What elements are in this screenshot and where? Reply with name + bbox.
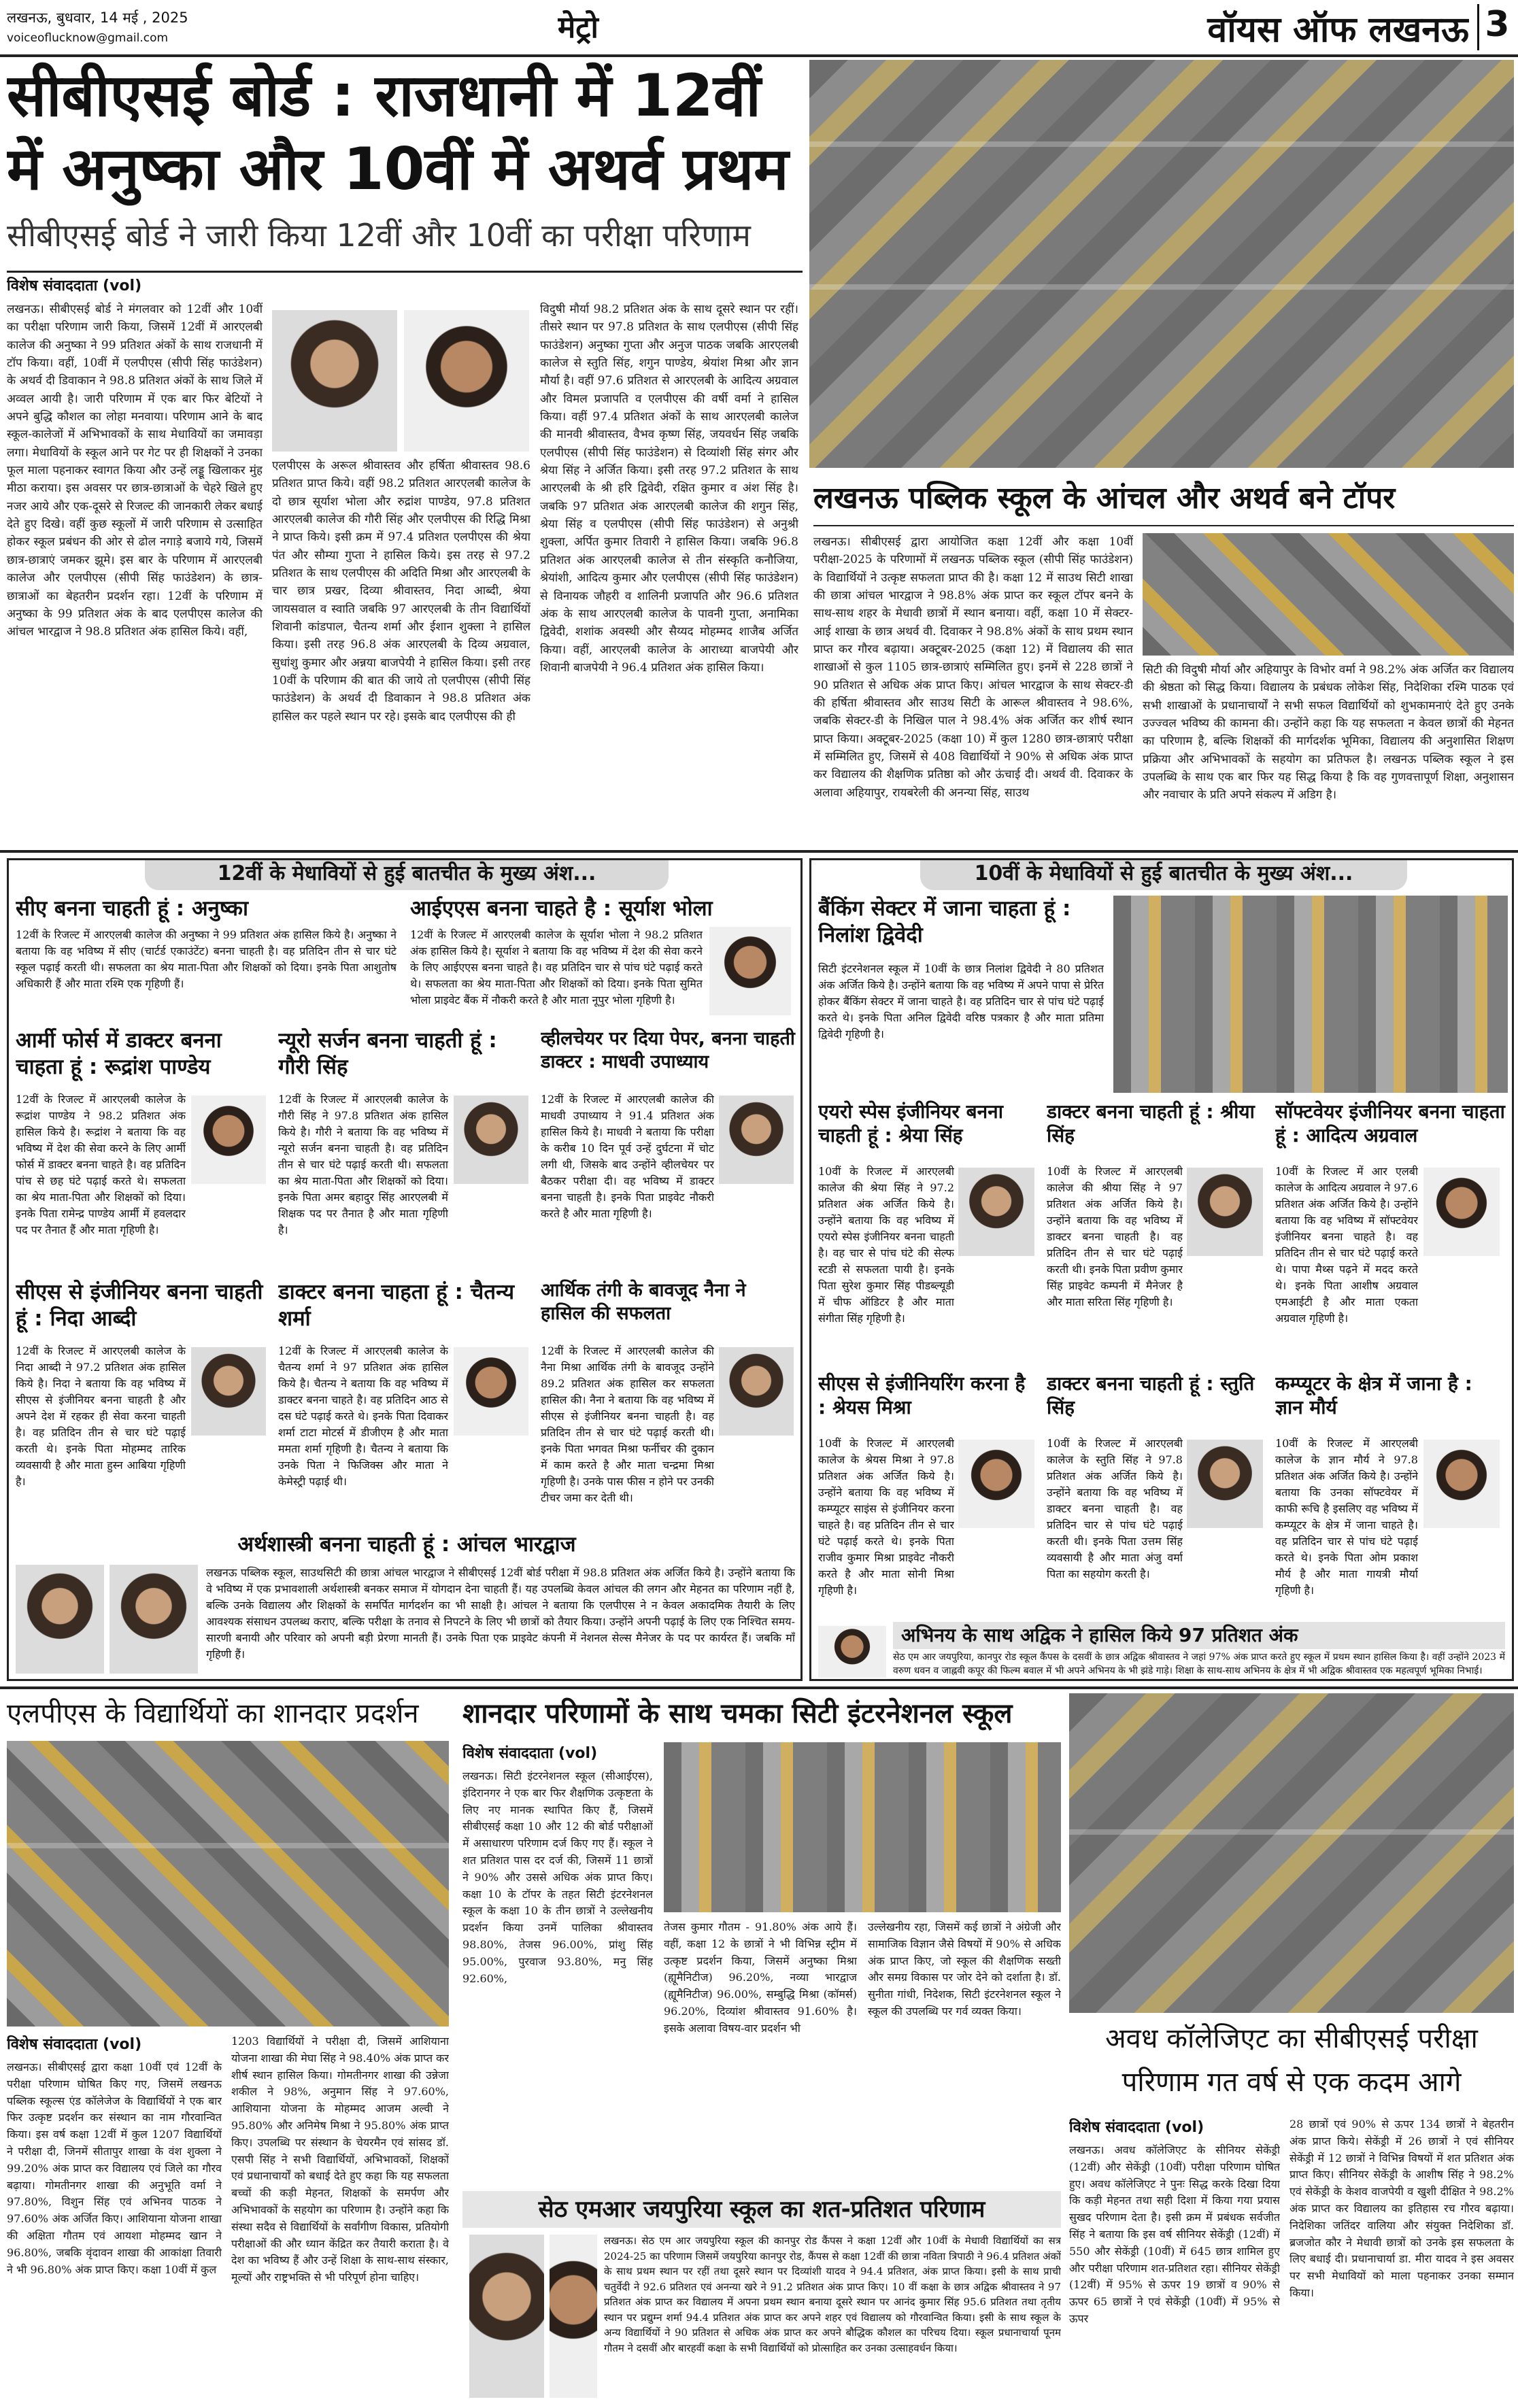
shreya-head: एयरो स्पेस इंजीनियर बनना चाहती हूं : श्रेया सिंह — [818, 1100, 1003, 1147]
nilansh-head: बैंकिंग सेक्टर में जाना चाहता हूं : निलांश द्विवेदी — [818, 896, 1071, 947]
nilansh-group-photo — [1113, 896, 1508, 1093]
cis-col3: उल्लेखनीय रहा, जिसमें कई छात्रों ने अंग्रेजी और सामाजिक विज्ञान जैसे विषयों में 90% से अधिक अंक प्राप्त किए, जो स्कूल की शैक्षणिक सख्ती और समग्र विकास पर जोर देने को दर्शाता है। डॉ. सुनीता गांधी, निदेशक, सिटी इंटरनेशनल स्कूल ने स्कूल की उपलब्धि पर गर्व व्यक्त किया। — [868, 1920, 1061, 2018]
naina-photo — [719, 1347, 794, 1436]
abhinay-head: अभिनय के साथ अद्विक ने हासिल किये 97 प्रतिशत अंक — [893, 1622, 1505, 1649]
jaipuria-headline: सेठ एमआर जयपुरिया स्कूल का शत-प्रतिशत परिणाम — [462, 2191, 1061, 2228]
abhinay-text: सेठ एम आर जयपुरिया, कानपुर रोड स्कूल कैंपस के दसवीं के छात्र अद्विक श्रीवास्तव ने जहां 97% अंक प्राप्त करते हुए स्कूल में प्रथम स्थान हासिल किया है। वहीं उन्होंने 2023 में वरुण धवन व जाह्नवी कपूर की फिल्म बवाल में भी अपने अभिनय के भी झंडे गाड़े। शिक्षा के साथ-साथ अभिनय के क्षेत्र में भी अद्विक श्रीवास्तव एक महत्वपूर्ण भूमिका निभाई। — [893, 1652, 1505, 1677]
lead-col3: विदुषी मौर्या 98.2 प्रतिशत अंक के साथ दूसरे स्थान पर रहीं। तीसरे स्थान पर 97.8 प्रतिशत के साथ एलपीएस (सीपी सिंह फाउंडेशन) अनुष्का गुप्ता और अनुज पाठक जबकि आरएलबी कालेज से स्तुति सिंह, शगुन पाण्डेय, श्रेयांश मिश्रा और ज्ञान मौर्या है। वहीं 97.6 प्रतिशत से आरएलबी के आदित्य अग्रवाल और विमल प्रजापति व एलपीएस की वर्षी वर्मा ने हासिल किया। वहीं 97.4 प्रतिशत अंकों के साथ आरएलबी कालेज की मानवी श्रीवास्तव, वैभव कृष्ण सिंह, जयवर्धन सिंह जबकि एलपीएस (सीपी सिंह फाउंडेशन) से दिव्यांशी सिंह संगर और श्रेया सिंह ने अर्जित किया। इसी तरह 97.2 प्रतिशत के साथ आरएलबी के श्री हरि द्विवेदी, रक्षित कुमार व अंश सिंह है। जबकि 97 प्रतिशत अंक आरएलबी कालेज की शगुन सिंह, श्रेया सिंह व एलपीएस (सीपी सिंह फाउंडेशन) से अनुश्री शुक्ला, अर्पित कुमार तिवारी ने हासिल किया। जबकि 96.8 प्रतिशत अंक आरएलबी कालेज से तीन संस्कृति कनौजिया, श्रेयांशी, आदित्य कुमार और एलपीएस (सीपी सिंह फाउंडेशन) से विनायक जौहरी व शालिनी प्रजापति और 96.6 प्रतिशत अंक के साथ आरएलबी कालेज के पावनी गुप्ता, अनामिका द्विवेदी, शशांक अवस्थी और सैय्यद मोहम्मद शाजैब अर्जित किया। वहीं, आरएलबी कालेज के आराध्या बाजपेयी और शिवानी बाजपेयी ने 96.4 प्रतिशत अंक हासिल किया। — [540, 303, 798, 675]
gyan-text: 10वीं के रिजल्ट में आरएलबी कालेज के ज्ञान मौर्य ने 97.8 प्रतिशत अंक अर्जित किये है। उन्होंने बताया कि उनका सॉफ्टवेयर में काफी रूचि है इसलिए वह भविष्य में कम्प्यूटर के क्षेत्र में जाना चाहते है। वह प्रतिदिन चार से पांच घंटे पढ़ाई करते थे। इनके पिता ओम प्रकाश मौर्य है और माता गायत्री मौर्या गृहिणी है। — [1275, 1437, 1418, 1597]
gauri-text: 12वीं के रिजल्ट में आरएलबी कालेज के गौरी सिंह ने 97.8 प्रतिशत अंक हासिल किये है। गौरी ने बताया कि वह भविष्य में न्यूरो सर्जन बनना चाहती है। वह प्रतिदिन तीन से चार घंटे पढ़ाई करती थी। सफलता का श्रेय माता-पिता और शिक्षकों को दिया। इनके पिता अमर बहादुर सिंह आरएलबी में शिक्षक पद पर तैनात है और माता गृहिणी है। — [278, 1093, 448, 1236]
lead-byline: विशेष संवाददाता (vol) — [7, 277, 142, 294]
lps-toppers-photo — [1143, 533, 1514, 656]
bottom-rule — [0, 1686, 1518, 1689]
aditya-head: सॉफ्टवेयर इंजीनियर बनना चाहता हूं : आदित्य अग्रवाल — [1275, 1100, 1505, 1147]
cis-headline: शानदार परिणामों के साथ चमका सिटी इंटरनेशनल स्कूल — [462, 1698, 1013, 1729]
stuti-text: 10वीं के रिजल्ट में आरएलबी कालेज के स्तुति सिंह ने 97.8 प्रतिशत अंक अर्जित किये है। उन्होंने बताया कि वह भविष्य में डाक्टर बनना चाहती है। वह प्रतिदिन चार से पांच घंटे पढ़ाई करती थी। इनके पिता उत्तम सिंह व्यवसायी है और माता अंजु वर्मा पिता का सहयोग करती है। — [1047, 1437, 1183, 1580]
lps-celebration-photo — [809, 60, 1514, 468]
chaitanya-text: 12वीं के रिजल्ट में आरएलबी कालेज के चैतन्य शर्मा ने 97 प्रतिशत अंक हासिल किये है। चैतन्य ने बताया कि वह भविष्य में डाक्टर बनना चाहते है। वह प्रतिदिन आठ से दस घंटे पढ़ाई करते थे। इनके पिता दिवाकर शर्मा टाटा मोटर्स में डीजीएम है और माता ममता शर्मा गृहिणी है। चैतन्य ने बताया कि उनके पिता ने फिजिक्स और माता ने केमेस्ट्री पढ़ाई थी। — [278, 1344, 448, 1488]
box-10th — [809, 858, 1514, 1681]
lead-headline-line2: में अनुष्का और 10वीं में अथर्व प्रथम — [7, 135, 789, 203]
madhavi-text: 12वीं के रिजल्ट में आरएलबी कालेज की माधवी उपाध्याय ने 91.4 प्रतिशत अंक हासिल किये है। माधवी ने बताया कि परीक्षा के करीब 10 दिन पूर्व उन्हें दुर्घटना में चोट लगी थी, जिसके बाद उन्होंने व्हीलचेयर पर बैठकर परीक्षा दी। वह भविष्य में डाक्टर बनना चाहती है। इनके पिता प्राइवेट नौकरी करते है और माता गृहिणी है। — [541, 1093, 714, 1220]
awadh-col1: लखनऊ। अवध कॉलेजिएट के सीनियर सेकेंड्री (12वीं) और सेकेंड्री (10वीं) परीक्षा परिणाम घोषित हुए। अवध कॉलेजिएट ने पुनः सिद्ध करके दिखा दिया कि कड़ी मेहनत तथा सही दिशा में किया गया प्रयास सुखद परिणाम देता है। इसी क्रम में प्रबंधक सर्वजीत सिंह ने बताया कि इस वर्ष सीनियर सेकेंड्री (12वीं) में 550 और सेकेंड्री (10वीं) में 645 छात्र शामिल हुए और परीक्षा परिणाम शत-प्रतिशत रहा। सीनियर सेकेंड्री (12वीं) में 95% से ऊपर 19 छात्रों व 90% से ऊपर 65 छात्रों ने एवं सेकेंड्री (10वीं) में 95% से ऊपर — [1069, 2143, 1280, 2325]
shreyas-head: सीएस से इंजीनियरिंग करना है : श्रेयस मिश्रा — [818, 1372, 1026, 1419]
anushka-text: 12वीं के रिजल्ट में आरएलबी कालेज की अनुष्का ने 99 प्रतिशत अंक हासिल किये है। अनुष्का ने बताया कि वह भविष्य में सीए (चार्टर्ड एकाउंटेंट) बनना चाहती है। वह प्रतिदिन तीन से चार घंटे स्कूल पढ़ाई करती थी। सफलता का श्रेय माता-पिता और शिक्षकों को दिया। इनके पिता आशुतोष अधिकारी हैं और माता रश्मि एक गृहिणी हैं। — [16, 928, 397, 990]
lead-headline — [7, 60, 803, 209]
section-label: मेट्रो — [558, 10, 598, 45]
chaitanya-head: डाक्टर बनना चाहता हूं : चैतन्य शर्मा — [278, 1280, 515, 1331]
awadh-headline — [1069, 2017, 1514, 2112]
lead-col2: एलपीएस के अरूल श्रीवास्तव और हर्षिता श्रीवास्तव 98.6 प्रतिशत प्राप्त किये। वहीं 98.2 प्रतिशत आरएलबी कालेज के दो छात्र सूर्याश भोला और रुद्रांश पाण्डेय, 97.8 प्रतिशत आरएलबी कालेज की गौरी सिंह और एलपीएस की रिद्धि मिश्रा ने प्राप्त किये। इसी क्रम में 97.4 प्रतिशत एलपीएस की श्रेया पंत और सौम्या गुप्ता ने हासिल किये। इस तरह से 97.2 प्रतिशत के साथ एलपीएस की अदिति मिश्रा और आरएलबी के चार छात्र प्रखर, दिव्या श्रीवास्तव, निदा आब्दी, श्रेया जायसवाल व स्वाति जबकि 97 आरएलबी के तीन विद्यार्थियों शिवानी कांडपाल, चैतन्य शर्मा और ईशान शुक्ला ने हासिल किया। इसी तरह 96.8 अंक आरएलबी के दिव्य अग्रवाल, सुधांशु कुमार और अन्नया बाजपेयी ने हासिल किया। इसी तरह 10वीं के परिणाम की बात की जाये तो एलपीएस (सीपी सिंह फाउंडेशन) के अथर्व दी डिवाकान ने 98.8 प्रतिशत अंक हासिल कर पहले स्थान पर रहे। इसके बाद एलपीएस की ही — [272, 459, 530, 724]
suryansh-head: आईएएस बनना चाहते है : सूर्याश भोला — [410, 896, 713, 921]
lps-story-rule — [813, 525, 1514, 526]
stuti-head: डाक्टर बनना चाहती हूं : स्तुति सिंह — [1047, 1372, 1255, 1419]
suryansh-photo — [709, 927, 791, 1015]
shriya-head: डाक्टर बनना चाहती हूं : श्रीया सिंह — [1047, 1100, 1255, 1147]
page-number: 3 — [1477, 4, 1515, 50]
lps-perf-byline: विशेष संवाददाता (vol) — [7, 2036, 142, 2053]
cis-toppers-photo — [664, 1742, 1061, 1912]
cis-byline: विशेष संवाददाता (vol) — [462, 1745, 598, 1762]
chaitanya-photo — [454, 1347, 528, 1436]
lead-sub-rule — [7, 271, 803, 273]
achal-head: अर्थशास्त्री बनना चाहती हूं : आंचल भारद्वाज — [237, 1532, 576, 1557]
lps-story-col2: सिटी की विदुषी मौर्या और अहियापुर के विभोर वर्मा ने 98.2% अंक अर्जित कर विद्यालय की श्रेष्ठता को सिद्ध किया। विद्यालय के प्रबंधक लोकेश सिंह, निदेशिका रश्मि पाठक एवं सभी शाखाओं के प्रधानाचार्यों ने सभी सफल विद्यार्थियों को शुभकामनाएं देते हुए उनके उज्ज्वल भविष्य की कामना की। उन्होंने कहा कि यह सफलता न केवल छात्रों की मेहनत का परिणाम है, बल्कि शिक्षकों की मार्गदर्शक भूमिका, विद्यालय की अनुशासित शिक्षण प्रक्रिया और अभिभावकों के सहयोग का प्रतिफल है। लखनऊ पब्लिक स्कूल ने इस उपलब्धि के साथ एक बार फिर यह सिद्ध किया है कि वह गुणवत्तापूर्ण शिक्षा, अनुशासन और नवाचार के प्रति अपने संकल्प में अडिग है। — [1143, 663, 1514, 802]
shriya-photo — [1187, 1168, 1263, 1256]
box-12th-title: 12वीं के मेधावियों से हुई बातचीत के मुख्य अंश... — [145, 859, 669, 890]
shreyas-photo — [958, 1440, 1034, 1528]
shriya-text: 10वीं के रिजल्ट में आरएलबी कालेज की श्रीया सिंह ने 97 प्रतिशत अंक अर्जित किये है। उन्होंने बताया कि वह भविष्य में डाक्टर बनना चाहती है। वह प्रतिदिन तीन से चार घंटे पढ़ाई करती थी। इनके पिता प्रवीण कुमार सिंह प्राइवेट कम्पनी में मैनेजर है और माता सरिता सिंह गृहिणी है। — [1047, 1165, 1183, 1308]
shreya-photo — [958, 1168, 1034, 1256]
stuti-photo — [1187, 1440, 1263, 1528]
achal-text: लखनऊ पब्लिक स्कूल, साउथसिटी की छात्रा आंचल भारद्वाज ने सीबीएसई 12वीं बोर्ड परीक्षा में 98.8 प्रतिशत अंक अर्जित किये है। उन्होंने बताया कि वे भविष्य में एक प्रभावशाली अर्थशास्त्री बनकर समाज में योगदान देना चाहती हैं। यह उपलब्धि केवल आंचल की लगन और मेहनत का परिणाम नहीं है, बल्कि उनके विद्यालय और शिक्षकों के समर्पित मार्गदर्शन का भी साक्षी है। आंचल ने बताया कि एलपीएस ने न केवल अकादमिक तैयारी के लिए आवश्यक संसाधन उपलब्ध कराए, बल्कि परीक्षा के तनाव से निपटने के लिए भी छात्रों को तैयार किया। उन्होंने अपनी पढ़ाई के लिए एक निश्चित समय-सारणी बनायी और परिवार को अपनी बड़ी प्रेरणा मानती हैं। उनके पिता एक प्राइवेट कंपनी में नेशनल सेल्स मैनेजर के पद पर कार्यरत हैं। जबकि माँ गृहिणी हैं। — [206, 1566, 795, 1661]
nida-photo — [191, 1347, 266, 1436]
awadh-group-photo — [1069, 1693, 1514, 2013]
box-12th — [7, 858, 803, 1681]
naina-head: आर्थिक तंगी के बावजूद नैना ने हासिल की सफलता — [541, 1280, 746, 1324]
atharv-photo — [404, 310, 529, 452]
suryansh-text: 12वीं के रिजल्ट में आरएलबी कालेज के सूर्याश भोला ने 98.2 प्रतिशत अंक हासिल किये है। सूर्याश ने बताया कि वह भविष्य में देश की सेवा करने के लिए आईएएस बनना चाहते है। वह प्रतिदिन चार से पांच घंटे पढ़ाई करते थे। सफलता का श्रेय माता-पिता और शिक्षकों को दिया। इनके पिता सुमित भोला प्राइवेट बैंक में नौकरी करते है और माता नूपुर भोला गृहिणी है। — [410, 928, 703, 1006]
advik-photo — [818, 1626, 886, 1678]
achal-photo-1 — [16, 1565, 104, 1674]
aditya-photo — [1423, 1168, 1500, 1256]
madhavi-photo — [719, 1096, 794, 1184]
page-header — [0, 0, 1518, 54]
paper-name: वॉयस ऑफ लखनऊ — [1207, 10, 1469, 50]
lead-col1: लखनऊ। सीबीएसई बोर्ड ने मंगलवार को 12वीं और 10वीं का परीक्षा परिणाम जारी किया, जिसमें 12वीं में आरएलबी कालेज की अनुष्का ने 99 प्रतिशत अंकों के साथ राजधानी में टॉप किया। वहीं, 10वीं में एलपीएस (सीपी सिंह फाउंडेशन) के अथर्व दी डिवाकान ने 98.8 प्रतिशत अंकों के साथ जिले में अव्वल आयी है। जारी परिणाम में एक बार फिर बेटियों ने अपने बुद्धि कौशल का लोहा मनवाया। परिणाम आने के बाद स्कूल-कालेजों में अभिभावकों के साथ मेधावियों का जमावड़ा लगा। मेधावियों के स्कूल आने पर गेट पर ही शिक्षकों ने उनका फूल माला पहनाकर स्वागत किया और उन्हें लड्डू खिलाकर मुंह मीठा कराया। इस अवसर पर छात्र-छात्राओं के चेहरे खिले हुए नजर आये और एक-दूसरे से रिजल्ट की जानकारी लेकर बधाई देते हुए दिखे। वहीं कुछ स्कूलों में जारी परिणाम से उत्साहित होकर स्कूल प्रबंधन की ओर से ढोल नगाड़े बजाये गये, जिसमें छात्र-छात्राएं जमकर झूमे। इस बार के परिणाम में आरएलबी कालेज और एलपीएस (सीपी सिंह फाउंडेशन) के छात्र-छात्राओं का बेहतरीन प्रदर्शन रहा। 12वीं के परिणाम में अनुष्का के 99 प्रतिशत अंक के बाद एलपीएस कालेज की आंचल भारद्वाज ने 98.8 प्रतिशत अंक हासिल किये। वहीं, — [7, 303, 263, 639]
awadh-byline: विशेष संवाददाता (vol) — [1069, 2119, 1204, 2136]
madhavi-head: व्हीलचेयर पर दिया पेपर, बनना चाहती डाक्टर : माधवी उपाध्याय — [541, 1028, 795, 1072]
rudransh-head: आर्मी फोर्स में डाक्टर बनना चाहता हूं : रूद्रांश पाण्डेय — [16, 1028, 222, 1079]
achal-photo-2 — [109, 1565, 198, 1674]
lps-story-col1: लखनऊ। सीबीएसई द्वारा आयोजित कक्षा 12वीं और कक्षा 10वीं परीक्षा-2025 के परिणामों में लखनऊ पब्लिक स्कूल (सीपी सिंह फाउंडेशन) के विद्यार्थियों ने उत्कृष्ट सफलता प्राप्त की है। कक्षा 12 में साउथ सिटी शाखा की छात्रा आंचल भारद्वाज ने 98.8% अंक प्राप्त कर स्कूल टॉपर बनने के साथ-साथ शहर के मेधावी छात्रों में स्थान बनाया। वहीं, कक्षा 10 में सेक्टर-आई शाखा के छात्र अथर्व वी. दिवाकर ने 98.8% अंकों के साथ प्रथम स्थान प्राप्त कर गौरव बढ़ाया। अक्टूबर-2025 (कक्षा 12) में विद्यालय की सात शाखाओं से कुल 1105 छात्र-छात्राएं सम्मिलित हुए। इनमें से 228 छात्रों ने 90 प्रतिशत से अधिक अंक प्राप्त किए। आंचल भारद्वाज के साथ सेक्टर-डी की हर्षिता श्रीवास्तव और साउथ सिटी के आरूल श्रीवास्तव ने 98.6%, जबकि सेक्टर-डी के निखिल पाल ने 98.4% अंक अर्जित कर शीर्ष स्थान प्राप्त किया। अक्टूबर-2025 (कक्षा 10) में कुल 1280 छात्र-छात्राएं परीक्षा में सम्मिलित हुए, जिसमें से 408 विद्यार्थियों ने 90% से अधिक अंक प्राप्त कर विद्यालय की शैक्षणिक प्रतिष्ठा को और ऊंचाई दी। अथर्व वी. दिवाकर के अलावा अहियापुर, रायबरेली की अनन्या सिंह, साउथ — [813, 535, 1133, 800]
jaipuria-student-photo-1 — [469, 2235, 544, 2398]
email-line: voiceoflucknow@gmail.com — [7, 31, 169, 45]
jaipuria-student-photo-2 — [550, 2235, 597, 2398]
rudransh-text: 12वीं के रिजल्ट में आरएलबी कालेज के रूद्रांश पाण्डेय ने 98.2 प्रतिशत अंक हासिल किये है। रूद्रांश ने बताया कि वह भविष्य में देश की सेवा करने के लिए आर्मी फोर्स में डाक्टर बनना चाहते है। वह प्रतिदिन पांच से छह घंटे पढ़ाई करते थे। सफलता का श्रेय माता-पिता और शिक्षकों को दिया। इनके पिता रामेन्द्र पाण्डेय आर्मी में हवलदार पद पर तैनात हैं और माता गृहिणी है। — [16, 1093, 186, 1236]
lead-headline-line1: सीबीएसई बोर्ड : राजधानी में 12वीं — [7, 62, 761, 130]
nida-head: सीएस से इंजीनियर बनना चाहती हूं : निदा आब्दी — [16, 1280, 263, 1331]
anushka-head: सीए बनना चाहती हूं : अनुष्का — [16, 896, 249, 921]
date-line: लखनऊ, बुधवार, 14 मई , 2025 — [7, 10, 188, 26]
jaipuria-text: लखनऊ। सेठ एम आर जयपुरिया स्कूल की कानपुर रोड कैंपस ने कक्षा 12वीं और 10वीं के मेधावी विद्यार्थियों का सत्र 2024-25 का परिणाम जिसमें जयपुरिया कानपुर रोड, कैंपस से कक्षा 12वीं की छात्रा नविता त्रिपाठी ने 96.4 प्रतिशत अंकों के साथ प्रथम स्थान पर रहीं तथा दूसरे स्थान पर दिव्यांशी यादव ने 94.4 प्रतिशत, अंक प्राप्त किया। इसी के साथ प्राची चतुर्वेदी ने 92.6 प्रतिशत एवं अनन्या खरे ने 91.2 प्रतिशत अंक प्राप्त किए। 10 वीं कक्षा के छात्र अद्विक श्रीवास्तव ने 97 प्रतिशत अंक प्राप्त कर विद्यालय में अपना प्रथम स्थान बनाया दूसरे स्थान पर आनंद कुमार सिंह 95.6 प्रतिशत तथा तृतीय स्थान पर प्रद्युम्न शर्मा 94.4 प्रतिशत अंक प्राप्त कर अपने शहर एवं विद्यालय को गौरवान्वित किया। इसी के साथ स्कूल के अन्य विद्यार्थियों ने 90 प्रतिशत से अधिक अंक प्राप्त कर अपने बौद्धिक कौशल का परिचय दिया। स्कूल प्रधानाचार्या पूनम गौतम ने दसवीं और बारहवीं कक्षा के सभी विद्यार्थियों को प्रोत्साहित कर उनका उत्साहवर्धन किया। — [604, 2235, 1061, 2354]
naina-text: 12वीं के रिजल्ट में आरएलबी कालेज की नैना मिश्रा आर्थिक तंगी के बावजूद उन्होंने 89.2 प्रतिशत अंक हासिल कर सफलता हासिल की। नैना ने बताया कि वह भविष्य में सीएस से इंजीनियर बनना चाहती है। वह प्रतिदिन तीन से चार घंटे पढ़ाई करती थी। इनके पिता भगवत मिश्रा फर्नीचर की दुकान में काम करते है और माता चन्द्रमा मिश्रा गृहिणी है। उनके पास फीस न होने पर उनकी टीचर जमा कर देती थी। — [541, 1344, 714, 1504]
gauri-photo — [454, 1096, 528, 1184]
awadh-col2: 28 छात्रों एवं 90% से ऊपर 134 छात्रों ने बेहतरीन अंक प्राप्त किये। सेकेंड्री में 26 छात्रों ने एवं सीनियर सेकेंड्री में 12 छात्रों ने विभिन्न विषयों में शत प्रतिशत अंक प्राप्त किए। सीनियर सेकेंड्री के आशीष सिंह ने 98.2% एवं सेकेंड्री के केशव वाजपेयी व खुशी दीक्षित ने 98.2% अंक प्राप्त कर विद्यालय का इतिहास रच गौरव बढ़ाया। निदेशिका जतिंदर वालिया और संयुक्त निदेशिका डॉ. ब्रजजोत कौर ने मेधावी छात्रों को उनके इस सफलता के लिए बधाई दी। प्रधानाचार्या डा. मीरा यादव ने इस अवसर पर सभी मेधावियों को माला पहनाकर उनका सम्मान किया। — [1289, 2118, 1514, 2299]
lps-students-photo — [7, 1741, 449, 2027]
gyan-photo — [1423, 1440, 1500, 1528]
mid-rule — [0, 850, 1518, 853]
header-rule — [0, 54, 1518, 57]
awadh-headline-line1: अवध कॉलेजिएट का सीबीएसई परीक्षा — [1105, 2023, 1478, 2054]
lps-perf-col2: 1203 विद्यार्थियों ने परीक्षा दी, जिसमें आशियाना योजना शाखा की मेघा सिंह ने 98.40% अंक प्राप्त कर शीर्ष स्थान हासिल किया। गोमतीनगर शाखा की उन्नेजा शकील ने 98%, अनुमान सिंह ने 97.60%, आशियाना योजना के मोहम्मद आजम अल्वी ने 95.80% और अनिमेष मिश्रा ने 95.80% अंक प्राप्त किए। उपलब्धि पर संस्थान के चेयरमैन एवं सांसद डॉ. एसपी सिंह ने सभी विद्यार्थियों, अभिभावकों, शिक्षकों एवं प्रधानाचार्यों को बधाई देते हुए कहा कि यह सफलता बच्चों की कड़ी मेहनत, शिक्षकों के समर्पण और अभिभावकों के सहयोग का परिणाम है। उन्होंने कहा कि संस्था सदैव से विद्यार्थियों के सर्वांगीण विकास, प्रतियोगी परीक्षाओं की और ध्यान केंद्रित कर तैयारी कराता है। वे देश का भविष्य हैं और उन्हें शिक्षा के साथ-साथ संस्कार, मूल्यों और राष्ट्रभक्ति से भी परिपूर्ण होना चाहिए। — [231, 2035, 449, 2284]
cis-col1: लखनऊ। सिटी इंटरनेशनल स्कूल (सीआईएस), इंदिरानगर ने एक बार फिर शैक्षणिक उत्कृष्टता के लिए नए मानक स्थापित किए हैं, जिसमें सीबीएसई कक्षा 10 और 12 की बोर्ड परीक्षाओं में असाधारण परिणाम दर्ज किए गए हैं। स्कूल ने शत प्रतिशत पास दर दर्ज की, जिसमें 11 छात्रों ने 90% और उससे अधिक अंक प्राप्त किए। कक्षा 10 के टॉपर के तहत सिटी इंटरनेशनल स्कूल के कक्षा 10 के तीन छात्रों ने उल्लेखनीय प्रदर्शन किया उनमें पालिका श्रीवास्तव 98.80%, तेजस 96.00%, प्रांशु सिंह 95.00%, पुरवाज 93.80%, मनु सिंह 92.60%, — [462, 1769, 653, 1985]
lead-subheadline: सीबीएसई बोर्ड ने जारी किया 12वीं और 10वीं का परीक्षा परिणाम — [7, 217, 751, 254]
awadh-headline-line2: परिणाम गत वर्ष से एक कदम आगे — [1121, 2067, 1462, 2098]
anushka-photo — [272, 310, 397, 452]
aditya-text: 10वीं के रिजल्ट में आर एलबी कालेज के आदित्य अग्रवाल ने 97.6 प्रतिशत अंक अर्जित किये है। उन्होंने बताया कि वह भविष्य में सॉफ्टवेयर इंजीनियर बनना चाहते है। वह प्रतिदिन तीन से चार घंटे पढ़ाई करते थे। पापा मैथ्स पढ़ने में मदद करते थे। इनके पिता आशीष अग्रवाल एमआईटी है और माता एकता अग्रवाल गृहिणी है। — [1275, 1165, 1418, 1325]
rudransh-photo — [191, 1096, 266, 1184]
nida-text: 12वीं के रिजल्ट में आरएलबी कालेज के निदा आब्दी ने 97.2 प्रतिशत अंक हासिल किये है। निदा ने बताया कि वह भविष्य में सीएस से इंजीनियर बनना चाहती है और अपने देश में रहकर ही सेवा करना चाहती है। वह प्रतिदिन तीन से चार घंटे पढ़ाई करती थे। इनके पिता मोहम्मद तारिक व्यवसायी है और माता हुस्न आबिया गृहिणी है। — [16, 1344, 186, 1488]
shreyas-text: 10वीं के रिजल्ट में आरएलबी कालेज के श्रेयस मिश्रा ने 97.8 प्रतिशत अंक अर्जित किये है। उन्होंने बताया कि वह भविष्य में कम्प्यूटर साइंस से इंजीनियर करना चाहते है। वह प्रतिदिन तीन से चार घंटे पढ़ाई करते थे। इनके पिता राजीव कुमार मिश्रा प्राइवेट नौकरी करते है और माता सोनी मिश्रा गृहिणी है। — [818, 1437, 954, 1597]
cis-col2: तेजस कुमार गौतम - 91.80% अंक आये हैं। वहीं, कक्षा 12 के छात्रों ने भी विभिन्न स्ट्रीम में उत्कृष्ट प्रदर्शन किया, जिसमें अनुष्का मिश्रा (ह्यूमैनिटीज) 96.20%, नव्या भारद्वाज (ह्यूमैनिटीज) 96.00%, सम्बुद्धि मिश्रा (कॉमर्स) 96.20%, दिव्यांश श्रीवास्तव 91.60% है। इसके अलावा विषय-वार प्रदर्शन भी — [664, 1920, 857, 2035]
shreya-text: 10वीं के रिजल्ट में आरएलबी कालेज की श्रेया सिंह ने 97.2 प्रतिशत अंक अर्जित किये है। उन्होंने बताया कि वह भविष्य में एयरो स्पेस इंजीनियर बनना चाहती है। वह चार से पांच घंटे की सेल्फ स्टडी से सफलता पायी है। इनके पिता सुरेश कुमार सिंह पीडब्ल्यूडी में चीफ ऑडिटर है और माता संगीता सिंह गृहिणी है। — [818, 1165, 954, 1325]
gyan-head: कम्प्यूटर के क्षेत्र में जाना है : ज्ञान मौर्य — [1275, 1372, 1472, 1419]
nilansh-text: सिटी इंटरनेशनल स्कूल में 10वीं के छात्र निलांश द्विवेदी ने 80 प्रतिशत अंक अर्जित किये है। उन्होंने बताया कि वह भविष्य में अपने पापा से प्रेरित होकर बैंकिंग सेक्टर में जाना चाहते है। वह प्रतिदिन चार से पांच घंटे पढ़ाई करते थे। इनके पिता अनिल द्विवेदी वरिष्ठ पत्रकार है और माता प्रतिमा द्विवेदी गृहिणी है। — [818, 962, 1104, 1040]
lps-perf-col1: लखनऊ। सीबीएसई द्वारा कक्षा 10वीं एवं 12वीं के परीक्षा परिणाम घोषित किए गए, जिसमें लखनऊ पब्लिक स्कूल्स एंड कॉलेजेज के विद्यार्थियों ने एक बार फिर उत्कृष्ट प्रदर्शन कर संस्थान का नाम गौरवान्वित किया। इस वर्ष कक्षा 12वीं में कुल 1207 विद्यार्थियों ने परीक्षा दी, जिनमें सीतापुर शाखा के वंश शुक्ला ने 99.20% अंक प्राप्त कर विद्यालय एवं जिले का गौरव बढ़ाया। गोमतीनगर शाखा की अनुभूति वर्मा ने 97.80%, विशुन सिंह एवं अभिनव पाठक ने 97.60% अंक अर्जित किए। आशियाना योजना शाखा की अक्षिता गौतम एवं आयशा मोहम्मद खान ने 96.80%, जबकि वृंदावन शाखा की आकांक्षा तिवारी ने भी 96.80% अंक प्राप्त किए। कक्षा 10वीं में कुल — [7, 2061, 222, 2276]
gauri-head: न्यूरो सर्जन बनना चाहती हूं : गौरी सिंह — [278, 1028, 497, 1079]
lps-perf-headline: एलपीएस के विद्यार्थियों का शानदार प्रदर्शन — [7, 1698, 419, 1729]
lps-story-headline: लखनऊ पब्लिक स्कूल के आंचल और अथर्व बने टॉपर — [813, 481, 1396, 515]
box-10th-title: 10वीं के मेधावियों से हुई बातचीत के मुख्य अंश... — [920, 859, 1407, 890]
